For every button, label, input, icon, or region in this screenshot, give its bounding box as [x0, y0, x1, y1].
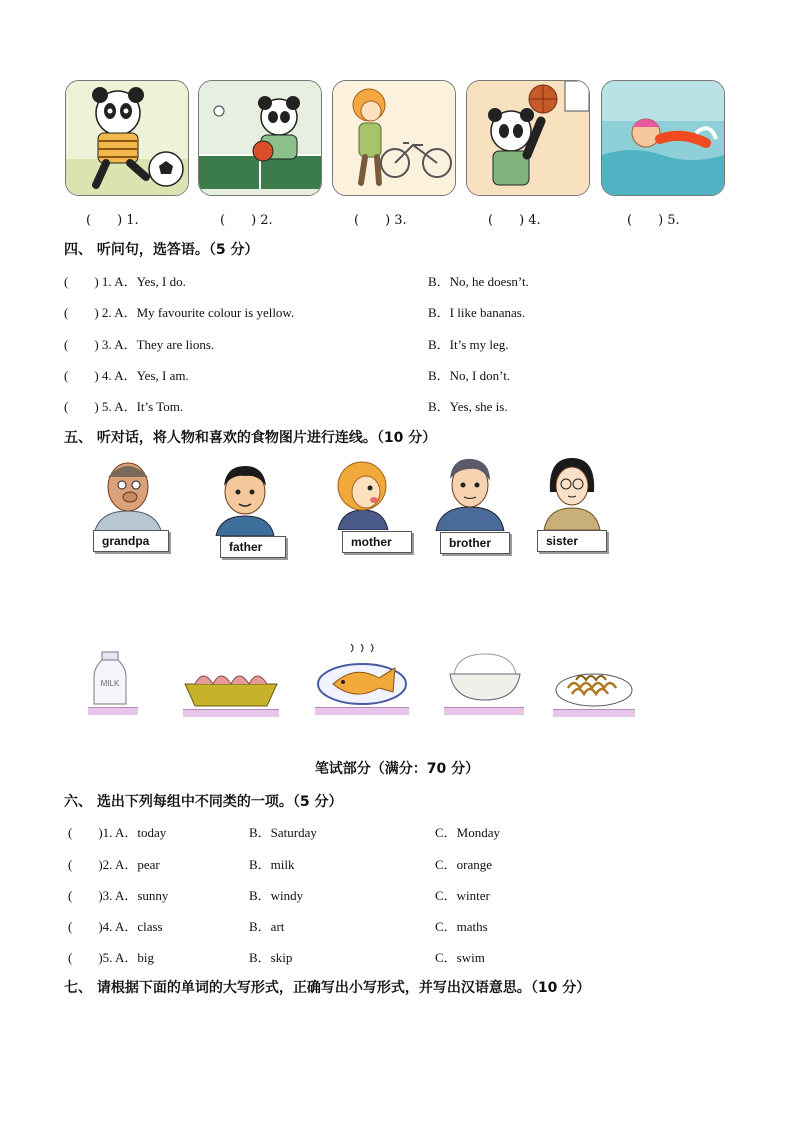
food-meat-base: [183, 709, 279, 717]
picture-number-2[interactable]: ( ) 2.: [220, 213, 273, 228]
picture-ping-pong: [198, 80, 322, 196]
food-fish-illustration: [315, 640, 409, 706]
picture-number-5[interactable]: ( ) 5.: [627, 213, 680, 228]
section4-heading: 四、 听问句，选答语。（5 分）: [64, 242, 259, 258]
section6-option-c-1[interactable]: C．Monday: [435, 825, 501, 840]
section4-option-b-3[interactable]: B．It’s my leg.: [428, 337, 509, 352]
label-sister: sister: [537, 530, 607, 552]
section4-option-b-4[interactable]: B．No, I don’t.: [428, 368, 511, 383]
section4-question-5[interactable]: ( ) 5. A．It’s Tom.: [64, 399, 184, 414]
section6-option-c-5[interactable]: C．swim: [435, 950, 485, 965]
section4-question-3[interactable]: ( ) 3. A．They are lions.: [64, 337, 215, 352]
picture-basketball: [466, 80, 590, 196]
food-milk-illustration: [92, 650, 128, 706]
section6-question-3[interactable]: ( )3. A．sunny: [68, 888, 169, 903]
section6-option-c-4[interactable]: C．maths: [435, 919, 488, 934]
picture-number-4[interactable]: ( ) 4.: [488, 213, 541, 228]
person-mother-illustration: [332, 458, 394, 530]
picture-number-3[interactable]: ( ) 3.: [354, 213, 407, 228]
section4-question-2[interactable]: ( ) 2. A．My favourite colour is yellow.: [64, 305, 295, 320]
section6-option-c-2[interactable]: C．orange: [435, 857, 493, 872]
milk-label-text: MILK: [100, 679, 120, 688]
section6-option-b-2[interactable]: B．milk: [249, 857, 295, 872]
person-father-illustration: [212, 460, 278, 536]
section4-option-b-5[interactable]: B．Yes, she is.: [428, 399, 508, 414]
section6-option-b-5[interactable]: B．skip: [249, 950, 293, 965]
section6-question-2[interactable]: ( )2. A．pear: [68, 857, 160, 872]
food-meat-illustration: [183, 660, 279, 710]
section6-option-b-3[interactable]: B．windy: [249, 888, 304, 903]
section4-option-b-2[interactable]: B．I like bananas.: [428, 305, 526, 320]
section6-heading: 六、 选出下列每组中不同类的一项。（5 分）: [64, 794, 343, 810]
food-rice-illustration: [446, 652, 524, 706]
food-milk-base: [88, 707, 138, 715]
person-grandpa-illustration: [88, 455, 168, 535]
section6-question-5[interactable]: ( )5. A．big: [68, 950, 154, 965]
section6-option-c-3[interactable]: C．winter: [435, 888, 490, 903]
section4-option-b-1[interactable]: B．No, he doesn’t.: [428, 274, 529, 289]
section6-option-b-1[interactable]: B．Saturday: [249, 825, 317, 840]
section5-heading: 五、 听对话，将人物和喜欢的食物图片进行连线。（10 分）: [64, 430, 437, 446]
label-grandpa: grandpa: [93, 530, 169, 552]
written-part-title: 笔试部分（满分：70 分）: [314, 761, 480, 777]
person-sister-illustration: [538, 452, 606, 530]
label-brother: brother: [440, 532, 510, 554]
picture-riding-bike: [332, 80, 456, 196]
section6-question-1[interactable]: ( )1. A．today: [68, 825, 167, 840]
label-father: father: [220, 536, 286, 558]
picture-number-1[interactable]: ( ) 1.: [86, 213, 139, 228]
section7-heading: 七、 请根据下面的单词的大写形式，正确写出小写形式，并写出汉语意思。（10 分）: [64, 980, 591, 996]
section4-question-4[interactable]: ( ) 4. A．Yes, I am.: [64, 368, 189, 383]
food-fish-base: [315, 707, 409, 715]
picture-football: [65, 80, 189, 196]
section6-question-4[interactable]: ( )4. A．class: [68, 919, 163, 934]
food-rice-base: [444, 707, 524, 715]
picture-swimming: [601, 80, 725, 196]
label-mother: mother: [342, 531, 412, 553]
section6-option-b-4[interactable]: B．art: [249, 919, 285, 934]
section4-question-1[interactable]: ( ) 1. A．Yes, I do.: [64, 274, 186, 289]
food-noodles-illustration: [554, 660, 634, 708]
food-noodles-base: [553, 709, 635, 717]
person-brother-illustration: [432, 455, 508, 531]
